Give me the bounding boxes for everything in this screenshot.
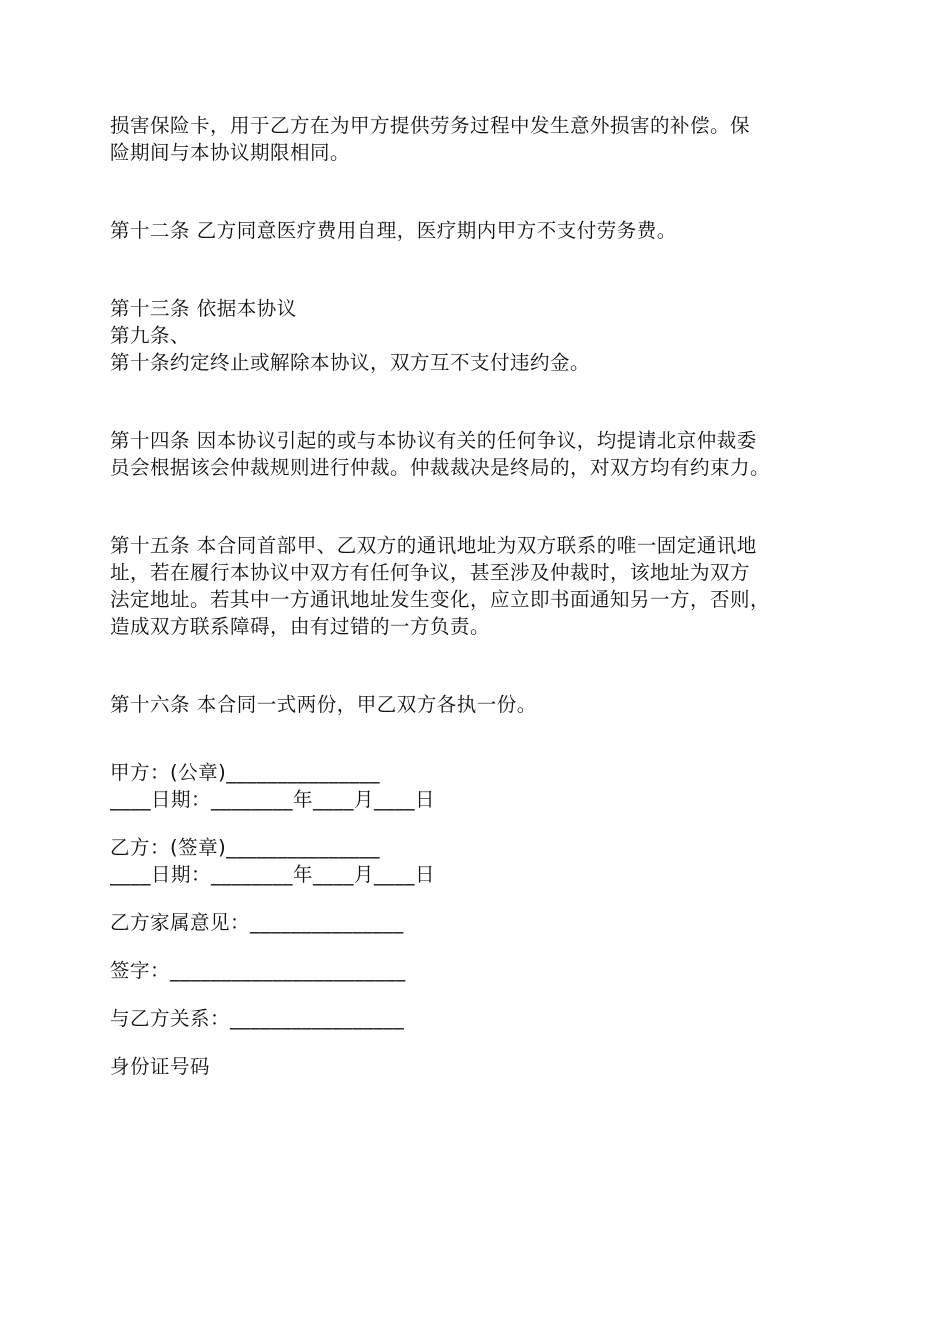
text-line: 员会根据该会仲裁规则进行仲裁。仲裁裁决是终局的，对双方均有约束力。: [110, 456, 771, 479]
party-b-signature-block: [110, 834, 860, 888]
document-page: [110, 112, 860, 1080]
signature-line: 签字：_______________________: [110, 959, 406, 982]
party-b-seal-line: 乙方：(签章)_______________: [110, 836, 380, 859]
party-b-date-line: ____日期：________年____月____日: [110, 863, 436, 886]
text-line: 第十条约定终止或解除本协议，双方互不支付违约金。: [110, 351, 591, 374]
text-line: 第十六条 本合同一式两份，甲乙双方各执一份。: [110, 693, 537, 716]
party-a-date-line: ____日期：________年____月____日: [110, 788, 436, 811]
text-line: 第十四条 因本协议引起的或与本协议有关的任何争议，均提请北京仲裁委: [110, 429, 757, 452]
text-line: 造成双方联系障碍，由有过错的一方负责。: [110, 615, 491, 638]
party-a-signature-block: [110, 759, 860, 813]
text-line: 第九条、: [110, 324, 191, 347]
party-a-seal-line: 甲方：(公章)_______________: [110, 761, 380, 784]
clause-13: [110, 295, 860, 376]
text-line: 损害保险卡，用于乙方在为甲方提供劳务过程中发生意外损害的补偿。保: [110, 114, 751, 137]
text-line: 第十五条 本合同首部甲、乙双方的通讯地址为双方联系的唯一固定通讯地: [110, 534, 757, 557]
clause-14: [110, 427, 860, 481]
clause-11-continued: [110, 112, 860, 166]
text-line: 法定地址。若其中一方通讯地址发生变化，应立即书面通知另一方，否则，: [110, 588, 771, 611]
relation-line: 与乙方关系：_________________: [110, 1007, 405, 1030]
id-number-line: 身份证号码: [110, 1055, 211, 1078]
clause-16: [110, 691, 860, 718]
text-line: 第十二条 乙方同意医疗费用自理，医疗期内甲方不支付劳务费。: [110, 219, 677, 242]
clause-12: [110, 217, 860, 244]
clause-15: [110, 532, 860, 640]
text-line: 险期间与本协议期限相同。: [110, 141, 351, 164]
text-line: 第十三条 依据本协议: [110, 297, 297, 320]
family-opinion-line: 乙方家属意见：_______________: [110, 911, 404, 934]
text-line: 址，若在履行本协议中双方有任何争议，甚至涉及仲裁时，该地址为双方: [110, 561, 751, 584]
